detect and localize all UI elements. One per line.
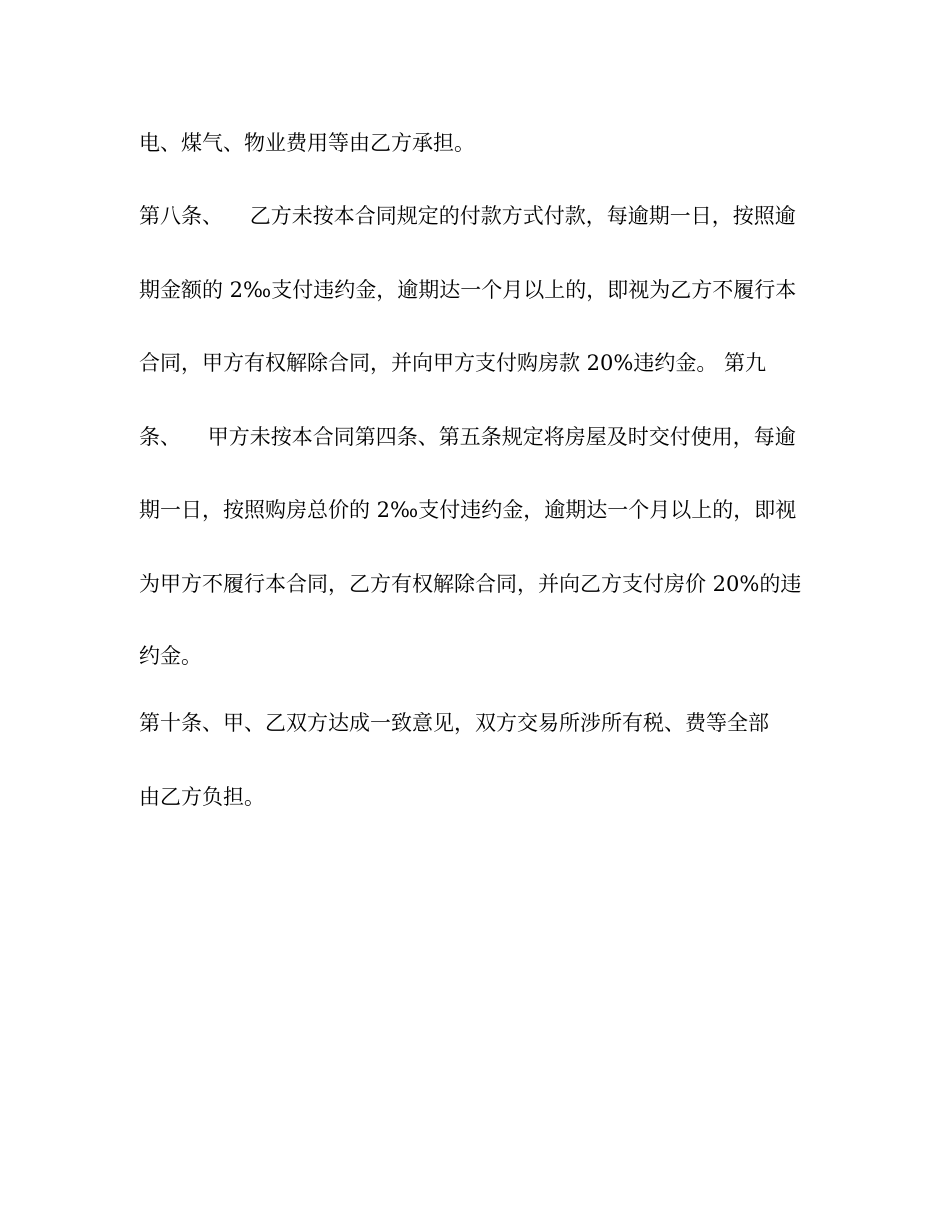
text-line-7: 为甲方不履行本合同，乙方有权解除合同，并向乙方支付房价 20%的违 xyxy=(139,572,802,596)
text-line-5: 条、 甲方未按本合同第四条、第五条规定将房屋及时交付使用，每逾 xyxy=(139,425,796,449)
text-line-9: 第十条、甲、乙双方达成一致意见，双方交易所涉所有税、费等全部 xyxy=(139,711,769,735)
text-line-2: 第八条、 乙方未按本合同规定的付款方式付款，每逾期一日，按照逾 xyxy=(139,204,796,228)
text-line-1: 电、煤气、物业费用等由乙方承担。 xyxy=(139,131,475,155)
text-line-10: 由乙方负担。 xyxy=(139,785,265,809)
text-line-3: 期金额的 2‰支付违约金，逾期达一个月以上的，即视为乙方不履行本 xyxy=(139,278,797,302)
text-line-8: 约金。 xyxy=(139,644,202,668)
text-line-4: 合同，甲方有权解除合同，并向甲方支付购房款 20%违约金。 第九 xyxy=(139,351,767,375)
text-line-6: 期一日，按照购房总价的 2‰支付违约金，逾期达一个月以上的，即视 xyxy=(139,498,797,522)
